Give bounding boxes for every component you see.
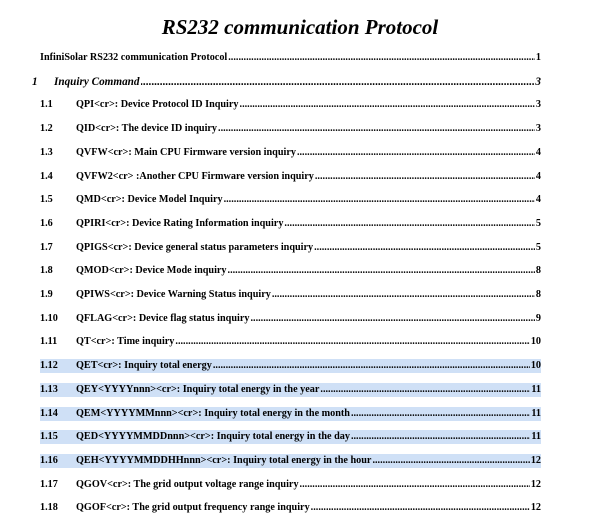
toc-entry-number: 1.12: [40, 360, 58, 371]
toc-dot-leader: [372, 454, 529, 468]
toc-dot-leader: [314, 241, 535, 255]
toc-entry-page-number: 1: [535, 52, 541, 63]
toc-entry-label: QEM<YYYYMMnnn><cr>: Inquiry total energy in the month: [76, 408, 350, 419]
toc-dot-leader: [351, 407, 530, 421]
toc-entry-number: 1.15: [40, 431, 58, 442]
toc-entry[interactable]: [40, 312, 541, 326]
toc-entry-label: QPI<cr>: Device Protocol ID Inquiry: [76, 99, 239, 110]
toc-entry-page-number: 11: [531, 384, 541, 395]
toc-entry[interactable]: [40, 383, 541, 397]
toc-entry-label: QGOV<cr>: The grid output voltage range inquiry: [76, 479, 299, 490]
toc-entry-page-number: 12: [530, 502, 541, 513]
toc-entry-label: QPIRI<cr>: Device Rating Information inquiry: [76, 218, 284, 229]
toc-entry-label: QEY<YYYYnnn><cr>: Inquiry total energy in the year: [76, 384, 320, 395]
toc-entry-number: 1.3: [40, 147, 53, 158]
toc-entry[interactable]: [40, 98, 541, 112]
toc-entry-number: 1: [32, 76, 38, 88]
toc-entry-number: 1.18: [40, 502, 58, 513]
toc-entry-label: QT<cr>: Time inquiry: [76, 336, 175, 347]
toc-entry-number: 1.10: [40, 313, 58, 324]
toc-entry[interactable]: [40, 430, 541, 444]
toc-entry[interactable]: [40, 193, 541, 207]
toc-entry-page-number: 12: [530, 479, 541, 490]
toc-dot-leader: [297, 146, 535, 160]
toc-entry-number: 1.11: [40, 336, 58, 347]
toc-entry-page-number: 10: [530, 360, 541, 371]
toc-entry[interactable]: [40, 335, 541, 349]
toc-entry-number: 1.2: [40, 123, 53, 134]
toc-entry-number: 1.16: [40, 455, 58, 466]
toc-dot-leader: [218, 122, 535, 136]
toc-entry-label: QMD<cr>: Device Model Inquiry: [76, 194, 223, 205]
toc-entry-page-number: 11: [531, 408, 541, 419]
toc-entry-page-number: 4: [535, 194, 541, 205]
toc-dot-leader: [213, 359, 530, 373]
toc-entry-label: InfiniSolar RS232 communication Protocol: [40, 52, 228, 63]
toc-entry-number: 1.7: [40, 242, 53, 253]
toc-dot-leader: [141, 75, 535, 89]
toc-entry-page-number: 5: [535, 218, 541, 229]
document-title: RS232 communication Protocol: [161, 15, 439, 39]
toc-entry[interactable]: [40, 478, 541, 492]
toc-entry-label: QPIGS<cr>: Device general status parameters inquiry: [76, 242, 314, 253]
toc-entry-label: Inquiry Command: [54, 76, 140, 88]
toc-dot-leader: [228, 51, 535, 65]
toc-entry-label: QVFW2<cr> :Another CPU Firmware version inquiry: [76, 171, 314, 182]
toc-dot-leader: [284, 217, 534, 231]
toc-entry-page-number: 8: [535, 265, 541, 276]
toc-entry-page-number: 12: [530, 455, 541, 466]
toc-entry-page-number: 3: [535, 123, 541, 134]
toc-entry-number: 1.17: [40, 479, 58, 490]
toc-entry-page-number: 4: [535, 147, 541, 158]
toc-entry-label: QPIWS<cr>: Device Warning Status inquiry: [76, 289, 271, 300]
toc-entry-number: 1.13: [40, 384, 58, 395]
toc-entry[interactable]: [40, 217, 541, 231]
toc-entry[interactable]: [40, 51, 541, 65]
toc-entry-number: 1.8: [40, 265, 53, 276]
toc-entry-number: 1.6: [40, 218, 53, 229]
toc-entry[interactable]: [40, 501, 541, 515]
toc-entry[interactable]: [32, 75, 541, 89]
toc-entry[interactable]: [40, 288, 541, 302]
toc-entry-label: QVFW<cr>: Main CPU Firmware version inquiry: [76, 147, 296, 158]
toc-entry-number: 1.5: [40, 194, 53, 205]
toc-entry-page-number: 3: [535, 99, 541, 110]
toc-entry-number: 1.1: [40, 99, 53, 110]
toc-entry-page-number: 8: [535, 289, 541, 300]
toc-dot-leader: [315, 170, 535, 184]
toc-entry-label: QFLAG<cr>: Device flag status inquiry: [76, 313, 250, 324]
toc-dot-leader: [228, 264, 535, 278]
toc-entry[interactable]: [40, 170, 541, 184]
toc-entry[interactable]: [40, 264, 541, 278]
toc-entry-label: QGOF<cr>: The grid output frequency range inquiry: [76, 502, 310, 513]
toc-entry-page-number: 10: [530, 336, 541, 347]
toc-entry-page-number: 4: [535, 171, 541, 182]
toc-entry-label: QED<YYYYMMDDnnn><cr>: Inquiry total energy in the day: [76, 431, 350, 442]
toc-entry-label: QID<cr>: The device ID inquiry: [76, 123, 218, 134]
toc-dot-leader: [320, 383, 530, 397]
toc-entry[interactable]: [40, 146, 541, 160]
toc-entry-page-number: 3: [535, 76, 541, 88]
toc-dot-leader: [224, 193, 535, 207]
toc-entry[interactable]: [40, 359, 541, 373]
toc-entry[interactable]: [40, 122, 541, 136]
toc-dot-leader: [175, 335, 529, 349]
toc-entry[interactable]: [40, 454, 541, 468]
toc-entry-page-number: 11: [531, 431, 541, 442]
toc-entry-number: 1.14: [40, 408, 58, 419]
toc-dot-leader: [272, 288, 535, 302]
toc-entry-label: QEH<YYYYMMDDHHnnn><cr>: Inquiry total energy in the hour: [76, 455, 372, 466]
toc-dot-leader: [311, 501, 530, 515]
toc-entry-page-number: 5: [535, 242, 541, 253]
toc-entry-number: 1.9: [40, 289, 53, 300]
toc-entry[interactable]: [40, 407, 541, 421]
toc-entry-number: 1.4: [40, 171, 53, 182]
toc-entry-page-number: 9: [535, 313, 541, 324]
toc-entry-label: QET<cr>: Inquiry total energy: [76, 360, 212, 371]
toc-entry[interactable]: [40, 241, 541, 255]
toc-dot-leader: [300, 478, 530, 492]
toc-dot-leader: [351, 430, 530, 444]
toc-dot-leader: [240, 98, 535, 112]
toc-entry-label: QMOD<cr>: Device Mode inquiry: [76, 265, 227, 276]
toc-dot-leader: [250, 312, 534, 326]
